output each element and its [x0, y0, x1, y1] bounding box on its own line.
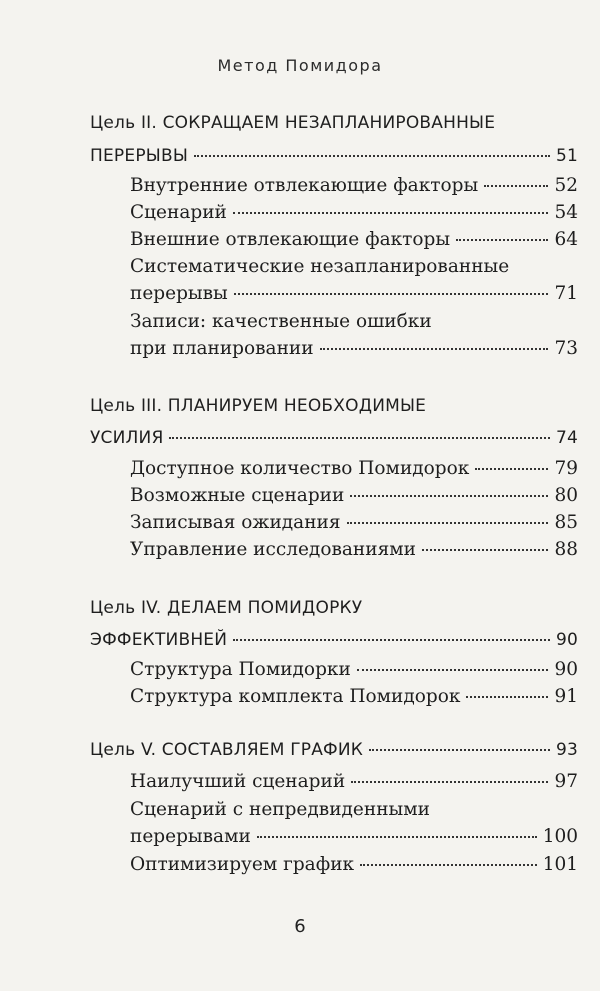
page-number: 90: [555, 630, 578, 650]
dot-leader: [233, 639, 550, 641]
section-title-3: Цель III. ПЛАНИРУЕМ НЕОБХОДИМЫЕ: [90, 396, 427, 416]
entry-label: Сценарий: [130, 202, 227, 223]
dot-leader: [320, 348, 549, 350]
dot-leader: [351, 781, 548, 783]
entry-label: Управление исследованиями: [130, 539, 416, 560]
toc-entry[interactable]: [130, 202, 578, 223]
entry-label: Структура комплекта Помидорок: [130, 686, 461, 707]
page-number: 51: [555, 146, 578, 166]
toc-entry[interactable]: [90, 428, 578, 448]
running-title: Метод Помидора: [217, 56, 383, 75]
dot-leader: [475, 468, 548, 470]
entry-label: Внешние отвлекающие факторы: [130, 229, 451, 250]
toc-entry[interactable]: [130, 485, 578, 506]
entry-label: Структура Помидорки: [130, 659, 351, 680]
page-number: 90: [554, 659, 578, 680]
entry-label: Записывая ожидания: [130, 512, 341, 533]
toc-entry[interactable]: [130, 512, 578, 533]
dot-leader: [369, 749, 550, 751]
dot-leader: [466, 696, 548, 698]
dot-leader: [357, 669, 549, 671]
toc-entry[interactable]: [130, 539, 578, 560]
toc-entry[interactable]: [130, 458, 578, 479]
page-number: 79: [554, 458, 578, 479]
dot-leader: [484, 185, 548, 187]
section-title-2: Цель II. СОКРАЩАЕМ НЕЗАПЛАНИРОВАННЫЕ: [90, 113, 496, 133]
page-number: 64: [554, 229, 578, 250]
page-number: 71: [554, 283, 578, 304]
entry-label: Возможные сценарии: [130, 485, 345, 506]
page-number: 100: [542, 826, 578, 847]
toc-entry[interactable]: [90, 630, 578, 650]
dot-leader: [456, 239, 548, 241]
dot-leader: [422, 549, 548, 551]
toc-entry[interactable]: [90, 146, 578, 166]
page-number: 74: [555, 428, 578, 448]
toc-entry[interactable]: [130, 175, 578, 196]
entry-label-cont: перерывами: [130, 826, 251, 847]
dot-leader: [169, 437, 549, 439]
dot-leader: [234, 293, 549, 295]
page-number: 101: [542, 854, 578, 875]
entry-label-cont: перерывы: [130, 283, 228, 304]
dot-leader: [257, 836, 537, 838]
section-title-4-cont: ЭФФЕКТИВНЕЙ: [90, 630, 228, 650]
toc-entry[interactable]: [130, 283, 578, 304]
entry-label: Систематические незапланированные: [130, 256, 510, 277]
folio-page-number: 6: [294, 916, 306, 937]
entry-label: Внутренние отвлекающие факторы: [130, 175, 479, 196]
page-number: 91: [554, 686, 578, 707]
section-title-3-cont: УСИЛИЯ: [90, 428, 164, 448]
dot-leader: [350, 495, 548, 497]
toc-entry[interactable]: [130, 771, 578, 792]
page-number: 80: [554, 485, 578, 506]
page-number: 88: [554, 539, 578, 560]
dot-leader: [194, 155, 550, 157]
entry-label: Оптимизируем график: [130, 854, 355, 875]
toc-entry[interactable]: [130, 686, 578, 707]
dot-leader: [347, 522, 549, 524]
toc-entry[interactable]: [130, 338, 578, 359]
section-title-4: Цель IV. ДЕЛАЕМ ПОМИДОРКУ: [90, 598, 363, 618]
page-number: 73: [554, 338, 578, 359]
toc-entry[interactable]: [130, 854, 578, 875]
dot-leader: [233, 212, 549, 214]
entry-label: Доступное количество Помидорок: [130, 458, 470, 479]
toc-entry[interactable]: [130, 826, 578, 847]
toc-entry[interactable]: [90, 740, 578, 760]
page-number: 97: [554, 771, 578, 792]
toc-entry[interactable]: [130, 659, 578, 680]
section-title-5: Цель V. СОСТАВЛЯЕМ ГРАФИК: [90, 740, 364, 760]
page-number: 93: [555, 740, 578, 760]
section-title-2-cont: ПЕРЕРЫВЫ: [90, 146, 189, 166]
entry-label: Записи: качественные ошибки: [130, 311, 432, 332]
page-number: 52: [554, 175, 578, 196]
page-number: 85: [554, 512, 578, 533]
page-number: 54: [554, 202, 578, 223]
entry-label-cont: при планировании: [130, 338, 314, 359]
entry-label: Наилучший сценарий: [130, 771, 346, 792]
toc-entry[interactable]: [130, 229, 578, 250]
dot-leader: [360, 864, 537, 866]
entry-label: Сценарий с непредвиденными: [130, 799, 430, 820]
